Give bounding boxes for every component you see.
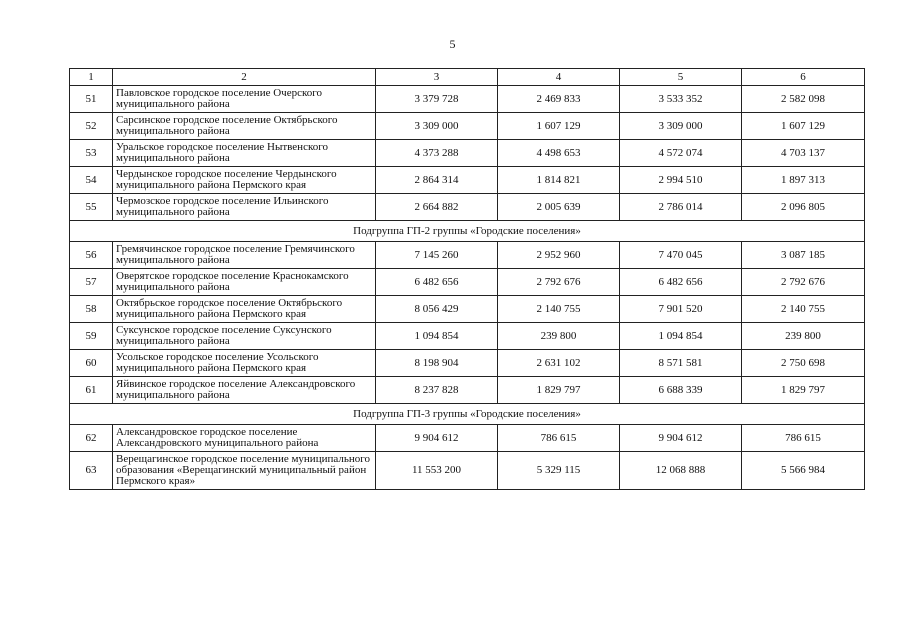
table-row: [70, 350, 865, 377]
value-cell-col6: 3 087 185: [742, 242, 865, 269]
row-number-cell: 52: [70, 113, 113, 140]
value-cell-col4: 2 469 833: [498, 86, 620, 113]
value-cell-col3: 8 198 904: [376, 350, 498, 377]
table-row: [70, 425, 865, 452]
table-row: [70, 140, 865, 167]
row-number-cell: 63: [70, 452, 113, 490]
value-cell-col3: 3 309 000: [376, 113, 498, 140]
value-cell-col5: 6 482 656: [620, 269, 742, 296]
value-cell-col4: 2 005 639: [498, 194, 620, 221]
value-cell-col5: 3 309 000: [620, 113, 742, 140]
value-cell-col6: 2 792 676: [742, 269, 865, 296]
row-number-cell: 56: [70, 242, 113, 269]
value-cell-col4: 2 631 102: [498, 350, 620, 377]
value-cell-col6: 4 703 137: [742, 140, 865, 167]
settlement-name-cell: Сарсинское городское поселение Октябрьского муниципального района: [113, 113, 376, 140]
value-cell-col5: 2 786 014: [620, 194, 742, 221]
value-cell-col3: 2 864 314: [376, 167, 498, 194]
value-cell-col6: 2 140 755: [742, 296, 865, 323]
value-cell-col5: 7 901 520: [620, 296, 742, 323]
value-cell-col6: 239 800: [742, 323, 865, 350]
value-cell-col4: 5 329 115: [498, 452, 620, 490]
settlement-name-cell: Усольское городское поселение Усольского муниципального района Пермского края: [113, 350, 376, 377]
value-cell-col5: 4 572 074: [620, 140, 742, 167]
value-cell-col3: 2 664 882: [376, 194, 498, 221]
table-body: [70, 69, 865, 490]
subgroup-label: Подгруппа ГП-2 группы «Городские поселения»: [70, 221, 865, 242]
value-cell-col3: 7 145 260: [376, 242, 498, 269]
value-cell-col5: 3 533 352: [620, 86, 742, 113]
row-number-cell: 59: [70, 323, 113, 350]
table-row: [70, 194, 865, 221]
budget-table: [69, 68, 865, 490]
row-number-cell: 58: [70, 296, 113, 323]
row-number-cell: 51: [70, 86, 113, 113]
value-cell-col6: 1 829 797: [742, 377, 865, 404]
header-cell-3: 3: [376, 69, 498, 86]
value-cell-col4: 1 607 129: [498, 113, 620, 140]
header-cell-4: 4: [498, 69, 620, 86]
table-row: [70, 113, 865, 140]
table-row: [70, 242, 865, 269]
value-cell-col3: 6 482 656: [376, 269, 498, 296]
table-row: [70, 452, 865, 490]
value-cell-col4: 786 615: [498, 425, 620, 452]
value-cell-col4: 2 792 676: [498, 269, 620, 296]
value-cell-col5: 7 470 045: [620, 242, 742, 269]
settlement-name-cell: Верещагинское городское поселение муниципального образования «Верещагинский муниципальный район Пермского края»: [113, 452, 376, 490]
settlement-name-cell: Яйвинское городское поселение Александровского муниципального района: [113, 377, 376, 404]
row-number-cell: 57: [70, 269, 113, 296]
value-cell-col6: 1 897 313: [742, 167, 865, 194]
value-cell-col3: 1 094 854: [376, 323, 498, 350]
subgroup-label: Подгруппа ГП-3 группы «Городские поселения»: [70, 404, 865, 425]
value-cell-col5: 8 571 581: [620, 350, 742, 377]
subgroup-header-row: [70, 404, 865, 425]
row-number-cell: 60: [70, 350, 113, 377]
row-number-cell: 61: [70, 377, 113, 404]
table-row: [70, 269, 865, 296]
settlement-name-cell: Чердынское городское поселение Чердынского муниципального района Пермского края: [113, 167, 376, 194]
value-cell-col6: 2 096 805: [742, 194, 865, 221]
value-cell-col4: 2 140 755: [498, 296, 620, 323]
value-cell-col3: 4 373 288: [376, 140, 498, 167]
value-cell-col3: 8 237 828: [376, 377, 498, 404]
value-cell-col3: 11 553 200: [376, 452, 498, 490]
value-cell-col3: 3 379 728: [376, 86, 498, 113]
value-cell-col5: 12 068 888: [620, 452, 742, 490]
subgroup-header-row: [70, 221, 865, 242]
value-cell-col6: 786 615: [742, 425, 865, 452]
page-number: 5: [449, 37, 456, 51]
value-cell-col5: 6 688 339: [620, 377, 742, 404]
table-row: [70, 377, 865, 404]
value-cell-col4: 4 498 653: [498, 140, 620, 167]
value-cell-col6: 1 607 129: [742, 113, 865, 140]
header-cell-1: 1: [70, 69, 113, 86]
table-row: [70, 296, 865, 323]
row-number-cell: 53: [70, 140, 113, 167]
settlement-name-cell: Павловское городское поселение Очерского муниципального района: [113, 86, 376, 113]
header-cell-5: 5: [620, 69, 742, 86]
settlement-name-cell: Оверятское городское поселение Краснокамского муниципального района: [113, 269, 376, 296]
value-cell-col4: 239 800: [498, 323, 620, 350]
row-number-cell: 62: [70, 425, 113, 452]
value-cell-col6: 5 566 984: [742, 452, 865, 490]
value-cell-col6: 2 750 698: [742, 350, 865, 377]
value-cell-col3: 9 904 612: [376, 425, 498, 452]
settlement-name-cell: Октябрьское городское поселение Октябрьского муниципального района Пермского края: [113, 296, 376, 323]
table-row: [70, 323, 865, 350]
row-number-cell: 55: [70, 194, 113, 221]
value-cell-col4: 1 829 797: [498, 377, 620, 404]
table-row: [70, 167, 865, 194]
settlement-name-cell: Уральское городское поселение Нытвенского муниципального района: [113, 140, 376, 167]
value-cell-col3: 8 056 429: [376, 296, 498, 323]
value-cell-col5: 1 094 854: [620, 323, 742, 350]
value-cell-col5: 9 904 612: [620, 425, 742, 452]
header-cell-6: 6: [742, 69, 865, 86]
table-row: [70, 86, 865, 113]
settlement-name-cell: Александровское городское поселение Александровского муниципального района: [113, 425, 376, 452]
settlement-name-cell: Гремячинское городское поселение Гремячинского муниципального района: [113, 242, 376, 269]
value-cell-col5: 2 994 510: [620, 167, 742, 194]
table-header-row: [70, 69, 865, 86]
row-number-cell: 54: [70, 167, 113, 194]
settlement-name-cell: Чермозское городское поселение Ильинского муниципального района: [113, 194, 376, 221]
value-cell-col4: 1 814 821: [498, 167, 620, 194]
value-cell-col4: 2 952 960: [498, 242, 620, 269]
header-cell-2: 2: [113, 69, 376, 86]
settlement-name-cell: Суксунское городское поселение Суксунского муниципального района: [113, 323, 376, 350]
value-cell-col6: 2 582 098: [742, 86, 865, 113]
